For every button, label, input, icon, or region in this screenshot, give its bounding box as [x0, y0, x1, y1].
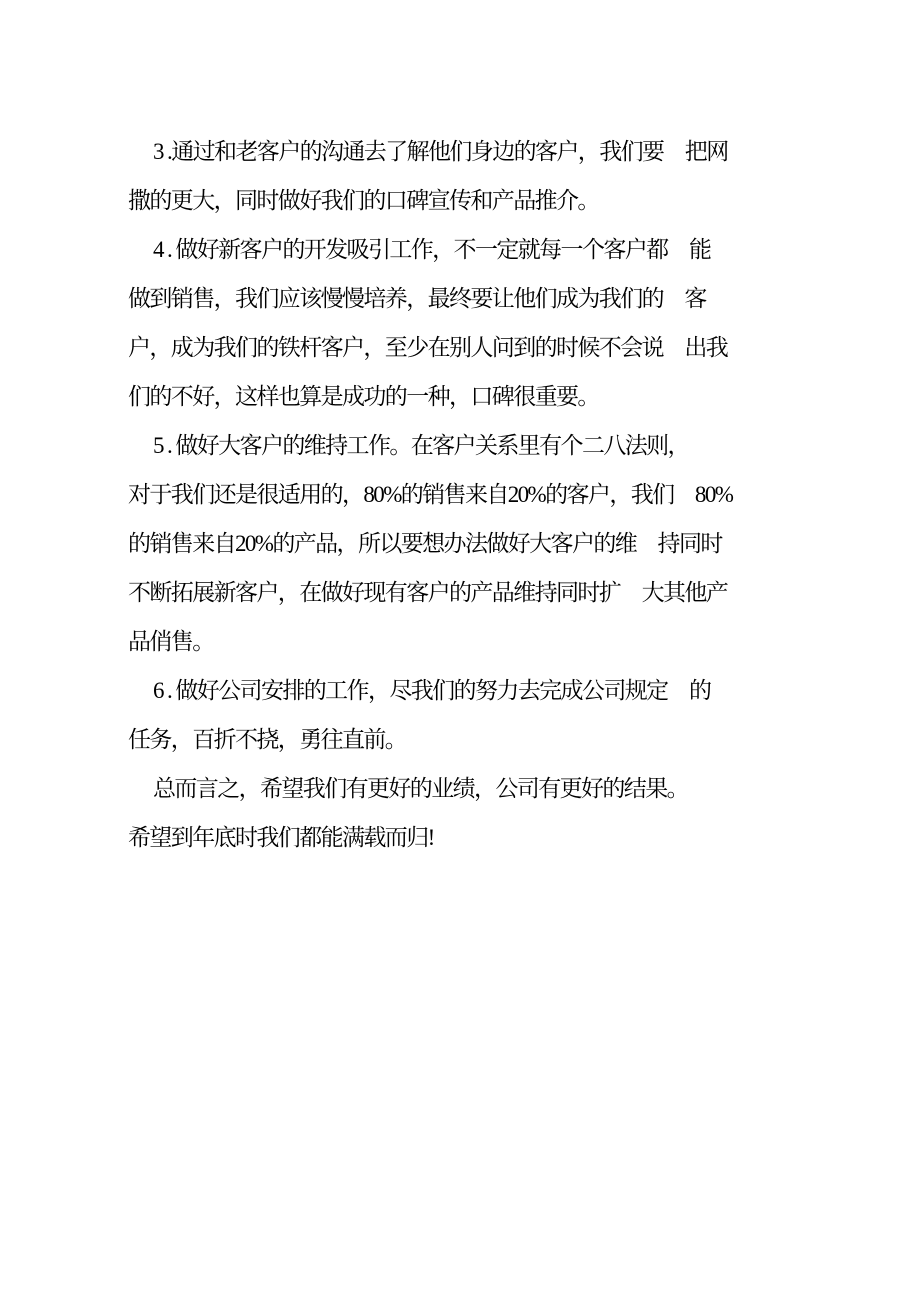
paragraph-2 [128, 225, 818, 421]
paragraph-4-line-1: 6 . 做好公司安排的工作，尽我们的努力去完成公司规定 的 [153, 678, 711, 703]
paragraph-4-line-2: 任务，百折不挠，勇往直前。 [128, 727, 407, 752]
paragraph-5-line-1: 总而言之，希望我们有更好的业绩，公司有更好的结果。 [153, 776, 689, 801]
paragraph-3 [128, 421, 818, 666]
paragraph-1-line-2: 撒的更大，同时做好我们的口碑宣传和产品推介。 [128, 188, 599, 213]
paragraph-2-line-2: 做到销售，我们应该慢慢培养，最终要让他们成为我们的 客 [128, 286, 706, 311]
paragraph-2-line-3: 户，成为我们的铁杆客户，至少在别人问到的时候不会说 出我 [128, 335, 728, 360]
paragraph-3-line-5: 品俏售。 [128, 629, 214, 654]
paragraph-3-line-2: 对于我们还是很适用的，80%的销售来自20%的客户，我们 80% [128, 482, 733, 507]
paragraph-2-line-1: 4 . 做好新客户的开发吸引工作，不一定就每一个客户都 能 [153, 237, 711, 262]
paragraph-5 [128, 764, 818, 813]
paragraph-6 [128, 813, 818, 862]
paragraph-3-line-1: 5 . 做好大客户的维持工作。在客户关系里有个二八法则， [153, 433, 689, 458]
paragraph-3-line-4: 不断拓展新客户，在做好现有客户的产品维持同时扩 大其他产 [128, 580, 728, 605]
document-text-block [128, 127, 818, 862]
paragraph-1-line-1: 3 .通过和老客户的沟通去了解他们身边的客户，我们要 把网 [153, 139, 728, 164]
paragraph-3-line-3: 的销售来自20%的产品，所以要想办法做好大客户的维 持同时 [128, 531, 722, 556]
paragraph-4 [128, 666, 818, 764]
paragraph-1 [128, 127, 818, 225]
paragraph-6-line-1: 希望到年底时我们都能满载而归! [128, 825, 434, 850]
paragraph-2-line-4: 们的不好，这样也算是成功的一种，口碑很重要。 [128, 384, 599, 409]
